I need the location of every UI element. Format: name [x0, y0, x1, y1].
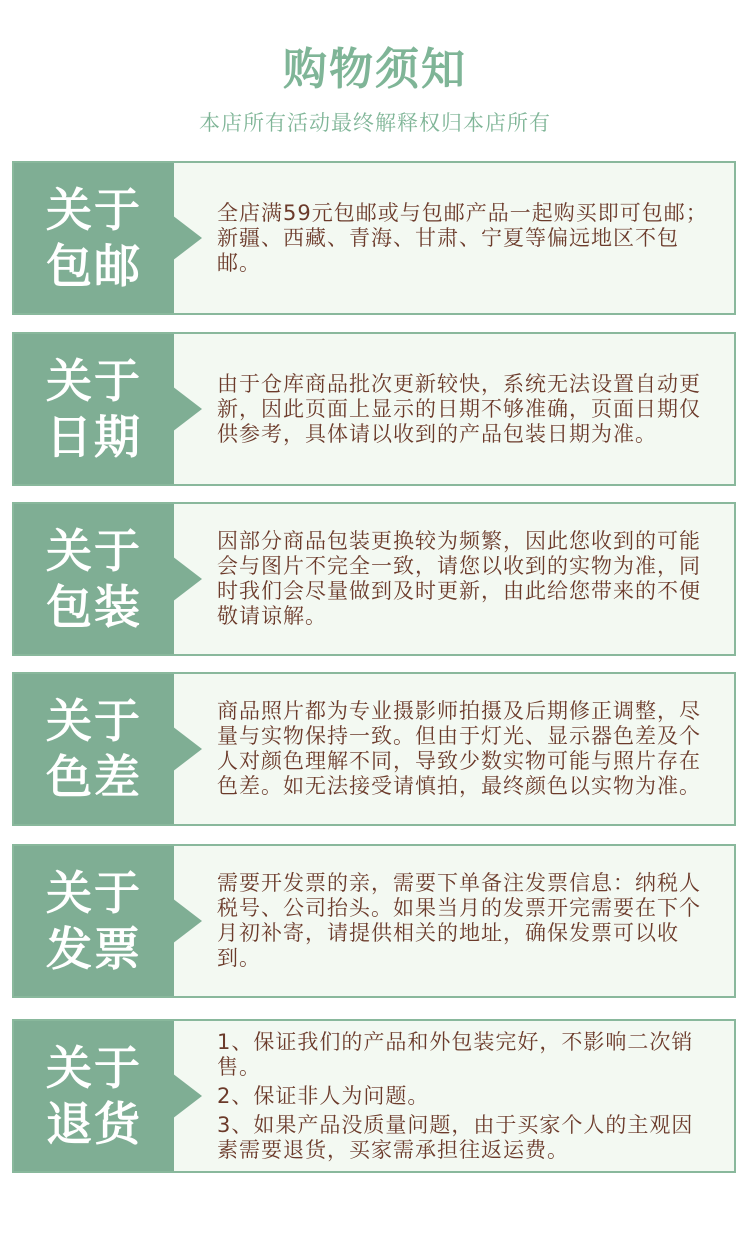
- card-label-bottom: 色差: [46, 750, 142, 804]
- card-paragraph: 2、保证非人为问题。: [217, 1083, 430, 1108]
- card-label: [14, 674, 174, 824]
- notice-card-returns: [12, 1019, 736, 1173]
- card-text: [217, 1021, 709, 1171]
- card-paragraph: 由于仓库商品批次更新较快，系统无法设置自动更新，因此页面上显示的日期不够准确，页面日期仅供参考，具体请以收到的产品包装日期为准。: [217, 371, 701, 446]
- card-paragraph: 1、保证我们的产品和外包装完好，不影响二次销售。: [217, 1029, 694, 1079]
- card-label: [14, 334, 174, 484]
- arrow-right-icon: [172, 386, 202, 432]
- card-label-top: 关于: [46, 694, 142, 748]
- notice-card-packaging: [12, 502, 736, 656]
- card-text: [217, 163, 709, 313]
- card-label-bottom: 退货: [46, 1097, 142, 1151]
- notice-card-color: [12, 672, 736, 826]
- card-label: [14, 163, 174, 313]
- card-label: [14, 504, 174, 654]
- card-text: [217, 504, 709, 654]
- card-paragraph: 因部分商品包装更换较为频繁，因此您收到的可能会与图片不完全一致，请您以收到的实物为准，同时我们会尽量做到及时更新，由此给您带来的不便敬请谅解。: [217, 529, 701, 628]
- card-paragraph: 3、如果产品没质量问题，由于买家个人的主观因素需要退货，买家需承担往返运费。: [217, 1112, 694, 1162]
- arrow-right-icon: [172, 898, 202, 944]
- notice-card-date: [12, 332, 736, 486]
- arrow-right-icon: [172, 1073, 202, 1119]
- card-label: [14, 846, 174, 996]
- card-label-bottom: 包邮: [46, 239, 142, 293]
- card-label-top: 关于: [46, 524, 142, 578]
- card-label-top: 关于: [46, 183, 142, 237]
- card-paragraph: 需要开发票的亲，需要下单备注发票信息：纳税人税号、公司抬头。如果当月的发票开完需要在下个月初补寄，请提供相关的地址，确保发票可以收到。: [217, 871, 701, 970]
- card-label-bottom: 包装: [46, 580, 142, 634]
- card-label-bottom: 发票: [46, 922, 142, 976]
- card-text: [217, 334, 709, 484]
- card-text: [217, 846, 709, 996]
- card-label: [14, 1021, 174, 1171]
- card-label-bottom: 日期: [46, 410, 142, 464]
- card-paragraph: 商品照片都为专业摄影师拍摄及后期修正调整，尽量与实物保持一致。但由于灯光、显示器色差及个人对颜色理解不同，导致少数实物可能与照片存在色差。如无法接受请慎拍，最终颜色以实物为准。: [217, 699, 701, 798]
- card-label-top: 关于: [46, 354, 142, 408]
- card-paragraph: 全店满59元包邮或与包邮产品一起购买即可包邮；新疆、西藏、青海、甘肃、宁夏等偏远地区不包邮。: [217, 200, 708, 275]
- page-header: [0, 0, 750, 150]
- notice-card-shipping: [12, 161, 736, 315]
- arrow-right-icon: [172, 556, 202, 602]
- card-text: [217, 674, 709, 824]
- page-title: 购物须知: [283, 44, 467, 95]
- arrow-right-icon: [172, 726, 202, 772]
- page-subtitle: 本店所有活动最终解释权归本店所有: [199, 111, 551, 135]
- arrow-right-icon: [172, 215, 202, 261]
- card-label-top: 关于: [46, 1041, 142, 1095]
- notice-card-invoice: [12, 844, 736, 998]
- card-label-top: 关于: [46, 866, 142, 920]
